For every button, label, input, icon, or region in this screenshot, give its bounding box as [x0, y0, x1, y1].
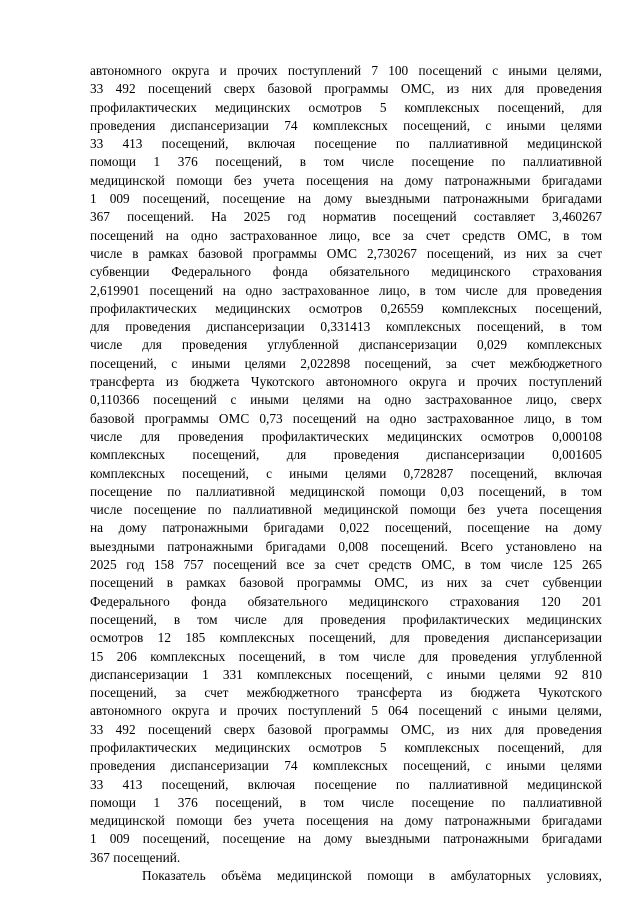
text-line: профилактических медицинских осмотров 5 комплексных посещений, для [90, 739, 602, 755]
text-line: проведения диспансеризации 74 комплексных посещений, с иными целями [90, 758, 602, 774]
text-line: посещений на одно застрахованное лицо, все за счет средств ОМС, в том [90, 227, 602, 243]
text-line: посещений, с иными целями 2,022898 посещений, за счет межбюджетного [90, 355, 602, 371]
text-line: 1 009 посещений, посещение на дому выездными патронажными бригадами [90, 191, 602, 207]
text-line: посещений, за счет межбюджетного трансферта из бюджета Чукотского [90, 685, 602, 701]
text-line: числе для проведения углубленной диспансеризации 0,029 комплексных [90, 337, 602, 353]
text-line: базовой программы ОМС 0,73 посещений на одно застрахованное лицо, в том [90, 410, 602, 426]
text-line: проведения диспансеризации 74 комплексных посещений, с иными целями [90, 117, 602, 133]
text-line: 367 посещений. На 2025 год норматив посещений составляет 3,460267 [90, 209, 602, 225]
text-line: автономного округа и прочих поступлений 7 100 посещений с иными целями, [90, 63, 602, 78]
text-line: посещение по паллиативной медицинской помощи 0,03 посещений, в том [90, 483, 602, 499]
text-line: помощи 1 376 посещений, в том числе посещение по паллиативной [90, 154, 602, 170]
text-line: выездными патронажными бригадами 0,008 посещений. Всего установлено на [90, 538, 602, 554]
text-line: числе для проведения профилактических медицинских осмотров 0,000108 [90, 428, 602, 444]
text-line: числе посещение по паллиативной медицинской помощи без учета посещения [90, 502, 602, 518]
text-line: медицинской помощи без учета посещения на дому патронажными бригадами [90, 813, 602, 829]
text-line: 15 206 комплексных посещений, в том числе для проведения углубленной [90, 648, 602, 664]
text-line: 33 413 посещений, включая посещение по паллиативной медицинской [90, 136, 602, 152]
text-line: субвенции Федерального фонда обязательного медицинского страхования [90, 264, 602, 280]
text-line: на дому патронажными бригадами 0,022 посещений, посещение на дому [90, 520, 602, 536]
text-line: осмотров 12 185 комплексных посещений, для проведения диспансеризации [90, 630, 602, 646]
text-line: профилактических медицинских осмотров 5 комплексных посещений, для [90, 99, 602, 115]
paragraph-next-first-line: Показатель объёма медицинской помощи в амбулаторных условиях, [142, 868, 602, 884]
text-line: 2,619901 посещений на одно застрахованное лицо, в том числе для проведения [90, 282, 602, 298]
text-line: медицинской помощи без учета посещения на дому патронажными бригадами [90, 172, 602, 188]
text-line: 33 492 посещений сверх базовой программы ОМС, из них для проведения [90, 721, 602, 737]
text-line: 2025 год 158 757 посещений все за счет средств ОМС, в том числе 125 265 [90, 557, 602, 573]
text-line: автономного округа и прочих поступлений 5 064 посещений с иными целями, [90, 703, 602, 719]
text-line: диспансеризации 1 331 комплексных посещений, с иными целями 92 810 [90, 666, 602, 682]
text-line: 33 492 посещений сверх базовой программы ОМС, из них для проведения [90, 81, 602, 97]
text-line: числе в рамках базовой программы ОМС 2,730267 посещений, из них за счет [90, 245, 602, 261]
text-line: 0,110366 посещений с иными целями на одно застрахованное лицо, сверх [90, 392, 602, 408]
text-line: комплексных посещений, с иными целями 0,728287 посещений, включая [90, 465, 602, 481]
text-line: комплексных посещений, для проведения диспансеризации 0,001605 [90, 447, 602, 463]
text-line: 367 посещений. [90, 849, 181, 865]
text-line: Федерального фонда обязательного медицинского страхования 120 201 [90, 593, 602, 609]
document-body [90, 62, 602, 885]
text-line: посещений, в том числе для проведения профилактических медицинских [90, 611, 602, 627]
text-line: трансферта из бюджета Чукотского автономного округа и прочих поступлений [90, 374, 602, 390]
paragraph-main [90, 62, 602, 867]
text-line: для проведения диспансеризации 0,331413 комплексных посещений, в том [90, 319, 602, 335]
text-line: профилактических медицинских осмотров 0,26559 комплексных посещений, [90, 300, 602, 316]
text-line: помощи 1 376 посещений, в том числе посещение по паллиативной [90, 794, 602, 810]
text-line: 1 009 посещений, посещение на дому выездными патронажными бригадами [90, 831, 602, 847]
text-line: посещений в рамках базовой программы ОМС, из них за счет субвенции [90, 575, 602, 591]
text-line: 33 413 посещений, включая посещение по паллиативной медицинской [90, 776, 602, 792]
